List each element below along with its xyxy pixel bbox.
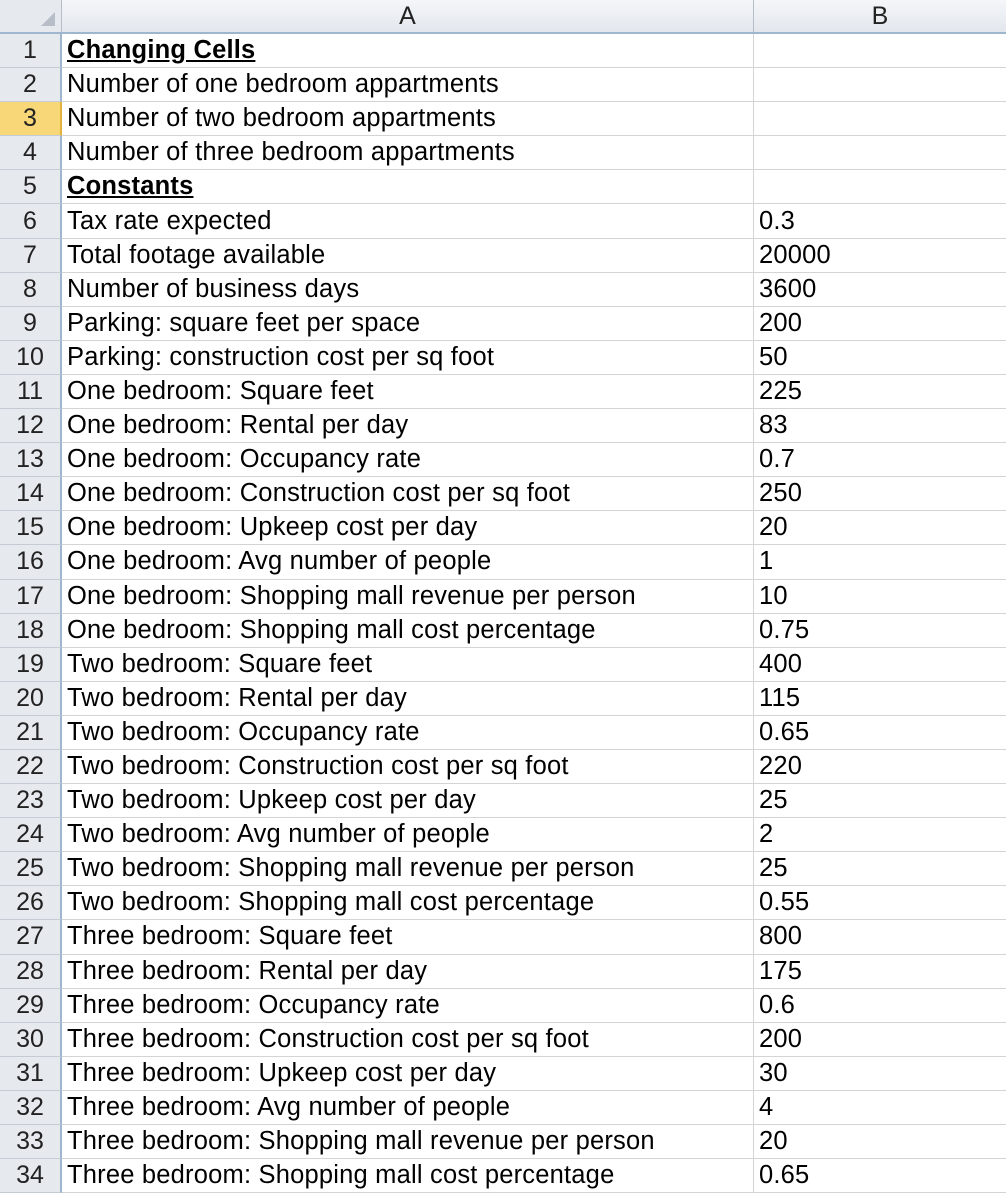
cell-a[interactable]: Two bedroom: Square feet — [62, 648, 754, 681]
row-header[interactable]: 22 — [0, 750, 62, 784]
cell-b[interactable]: 0.55 — [759, 888, 810, 917]
row-header[interactable]: 7 — [0, 239, 62, 273]
cell-b[interactable]: 175 — [759, 956, 803, 985]
row-header[interactable]: 3 — [0, 102, 62, 136]
table-row — [0, 920, 1006, 954]
table-row — [0, 136, 1006, 170]
cell-a[interactable]: Total footage available — [62, 239, 754, 272]
cell-a[interactable]: Number of business days — [62, 273, 754, 306]
row-header[interactable]: 30 — [0, 1023, 62, 1057]
table-row — [0, 102, 1006, 136]
row-header[interactable]: 16 — [0, 545, 62, 579]
row-header[interactable]: 5 — [0, 170, 62, 204]
cell-a[interactable]: Three bedroom: Shopping mall revenue per person — [62, 1125, 754, 1158]
cell-a[interactable]: Two bedroom: Avg number of people — [62, 818, 754, 851]
table-row — [0, 341, 1006, 375]
cell-b[interactable]: 0.65 — [759, 717, 810, 746]
row-header[interactable]: 26 — [0, 886, 62, 920]
table-row — [0, 682, 1006, 716]
table-row — [0, 170, 1006, 204]
row-header[interactable]: 10 — [0, 341, 62, 375]
row-header[interactable]: 11 — [0, 375, 62, 409]
cell-b[interactable]: 25 — [759, 786, 788, 815]
table-row — [0, 1023, 1006, 1057]
column-header-b[interactable]: B — [754, 0, 1006, 32]
cell-a[interactable]: Constants — [62, 170, 754, 203]
row-header[interactable]: 25 — [0, 852, 62, 886]
table-row — [0, 1091, 1006, 1125]
row-header[interactable]: 9 — [0, 307, 62, 341]
table-row — [0, 511, 1006, 545]
row-header[interactable]: 32 — [0, 1091, 62, 1125]
cell-a[interactable]: Two bedroom: Rental per day — [62, 682, 754, 715]
cell-b[interactable]: 10 — [759, 581, 788, 610]
row-header[interactable]: 13 — [0, 443, 62, 477]
cell-b[interactable]: 200 — [759, 308, 803, 337]
cell-b[interactable]: 0.7 — [759, 445, 796, 474]
cell-a[interactable]: Two bedroom: Construction cost per sq foot — [62, 750, 754, 783]
cell-a[interactable]: One bedroom: Avg number of people — [62, 545, 754, 578]
table-row — [0, 273, 1006, 307]
table-row — [0, 989, 1006, 1023]
select-all-corner[interactable] — [0, 0, 62, 32]
cell-a[interactable]: Parking: construction cost per sq foot — [62, 341, 754, 374]
row-header[interactable]: 17 — [0, 580, 62, 614]
table-row — [0, 614, 1006, 648]
table-row — [0, 477, 1006, 511]
cell-a[interactable]: Two bedroom: Upkeep cost per day — [62, 784, 754, 817]
table-row — [0, 443, 1006, 477]
table-row — [0, 34, 1006, 68]
table-row — [0, 818, 1006, 852]
cell-b[interactable]: 400 — [759, 649, 803, 678]
row-header[interactable]: 2 — [0, 68, 62, 102]
column-header-a[interactable]: A — [62, 0, 754, 32]
column-header-row — [0, 0, 1006, 34]
cell-a[interactable]: Three bedroom: Occupancy rate — [62, 989, 754, 1022]
cell-b[interactable]: 0.75 — [759, 615, 810, 644]
table-row — [0, 580, 1006, 614]
row-header[interactable]: 23 — [0, 784, 62, 818]
row-header[interactable]: 12 — [0, 409, 62, 443]
row-header[interactable]: 33 — [0, 1125, 62, 1159]
table-row — [0, 784, 1006, 818]
table-row — [0, 204, 1006, 238]
cell-b[interactable]: 25 — [759, 854, 788, 883]
table-row — [0, 1057, 1006, 1091]
cell-a[interactable]: Changing Cells — [62, 34, 754, 67]
row-header[interactable]: 14 — [0, 477, 62, 511]
cell-a[interactable]: Parking: square feet per space — [62, 307, 754, 340]
cell-a[interactable]: Tax rate expected — [62, 204, 754, 237]
cell-b[interactable]: 800 — [759, 922, 803, 951]
cell-a[interactable]: Two bedroom: Occupancy rate — [62, 716, 754, 749]
row-header[interactable]: 19 — [0, 648, 62, 682]
cell-a[interactable]: One bedroom: Construction cost per sq foot — [62, 477, 754, 510]
cell-b[interactable]: 20 — [759, 513, 788, 542]
cell-a[interactable]: Three bedroom: Square feet — [62, 920, 754, 953]
table-row — [0, 239, 1006, 273]
cell-b[interactable]: 2 — [759, 820, 774, 849]
row-header[interactable]: 29 — [0, 989, 62, 1023]
row-header[interactable]: 27 — [0, 920, 62, 954]
cell-b[interactable]: 225 — [759, 376, 803, 405]
row-header[interactable]: 28 — [0, 955, 62, 989]
cell-b[interactable]: 220 — [759, 752, 803, 781]
cell-b[interactable] — [754, 34, 1006, 67]
table-row — [0, 955, 1006, 989]
cell-a[interactable]: Number of two bedroom appartments — [62, 102, 754, 135]
table-row — [0, 852, 1006, 886]
cell-b[interactable] — [754, 170, 1006, 203]
cell-b[interactable]: 30 — [759, 1058, 788, 1087]
cell-b[interactable]: 1 — [759, 547, 774, 576]
row-header[interactable]: 15 — [0, 511, 62, 545]
cell-a[interactable]: One bedroom: Shopping mall cost percentage — [62, 614, 754, 647]
cell-a[interactable]: Three bedroom: Rental per day — [62, 955, 754, 988]
row-header[interactable]: 34 — [0, 1159, 62, 1193]
row-header[interactable]: 6 — [0, 204, 62, 238]
cell-b[interactable]: 20000 — [759, 240, 831, 269]
cell-b[interactable]: 0.65 — [759, 1161, 810, 1190]
cell-b[interactable]: 0.6 — [759, 990, 796, 1019]
cell-a[interactable]: One bedroom: Upkeep cost per day — [62, 511, 754, 544]
cell-a[interactable]: Two bedroom: Shopping mall revenue per person — [62, 852, 754, 885]
table-row — [0, 307, 1006, 341]
cell-a[interactable]: Three bedroom: Upkeep cost per day — [62, 1057, 754, 1090]
cell-b[interactable]: 83 — [759, 411, 788, 440]
cell-a[interactable]: Number of one bedroom appartments — [62, 68, 754, 101]
cell-a[interactable]: Three bedroom: Avg number of people — [62, 1091, 754, 1124]
cell-a[interactable]: Two bedroom: Shopping mall cost percentage — [62, 886, 754, 919]
table-row — [0, 1159, 1006, 1193]
table-row — [0, 716, 1006, 750]
row-header[interactable]: 24 — [0, 818, 62, 852]
select-all-triangle-icon — [41, 12, 55, 26]
cell-b[interactable]: 115 — [759, 683, 801, 712]
cell-b[interactable]: 20 — [759, 1127, 788, 1156]
cell-a[interactable]: One bedroom: Shopping mall revenue per person — [62, 580, 754, 613]
cell-b[interactable] — [754, 102, 1006, 135]
cell-b[interactable]: 50 — [759, 342, 788, 371]
cell-b[interactable]: 4 — [759, 1092, 774, 1121]
row-header[interactable]: 20 — [0, 682, 62, 716]
table-row — [0, 545, 1006, 579]
cell-a[interactable]: One bedroom: Square feet — [62, 375, 754, 408]
row-header[interactable]: 21 — [0, 716, 62, 750]
cell-b[interactable] — [754, 68, 1006, 101]
cell-a[interactable]: One bedroom: Rental per day — [62, 409, 754, 442]
cell-a[interactable]: Number of three bedroom appartments — [62, 136, 754, 169]
cell-b[interactable]: 3600 — [759, 274, 817, 303]
row-header[interactable]: 8 — [0, 273, 62, 307]
rows-container — [0, 34, 1006, 1193]
row-header[interactable]: 4 — [0, 136, 62, 170]
cell-b[interactable] — [754, 136, 1006, 169]
table-row — [0, 750, 1006, 784]
table-row — [0, 409, 1006, 443]
cell-a[interactable]: One bedroom: Occupancy rate — [62, 443, 754, 476]
table-row — [0, 375, 1006, 409]
cell-a[interactable]: Three bedroom: Construction cost per sq foot — [62, 1023, 754, 1056]
table-row — [0, 886, 1006, 920]
table-row — [0, 68, 1006, 102]
cell-b[interactable]: 0.3 — [759, 206, 796, 235]
table-row — [0, 648, 1006, 682]
row-header[interactable]: 18 — [0, 614, 62, 648]
row-header[interactable]: 31 — [0, 1057, 62, 1091]
table-row — [0, 1125, 1006, 1159]
cell-a[interactable]: Three bedroom: Shopping mall cost percentage — [62, 1159, 754, 1192]
row-header[interactable]: 1 — [0, 34, 62, 68]
cell-b[interactable]: 200 — [759, 1024, 803, 1053]
cell-b[interactable]: 250 — [759, 479, 803, 508]
